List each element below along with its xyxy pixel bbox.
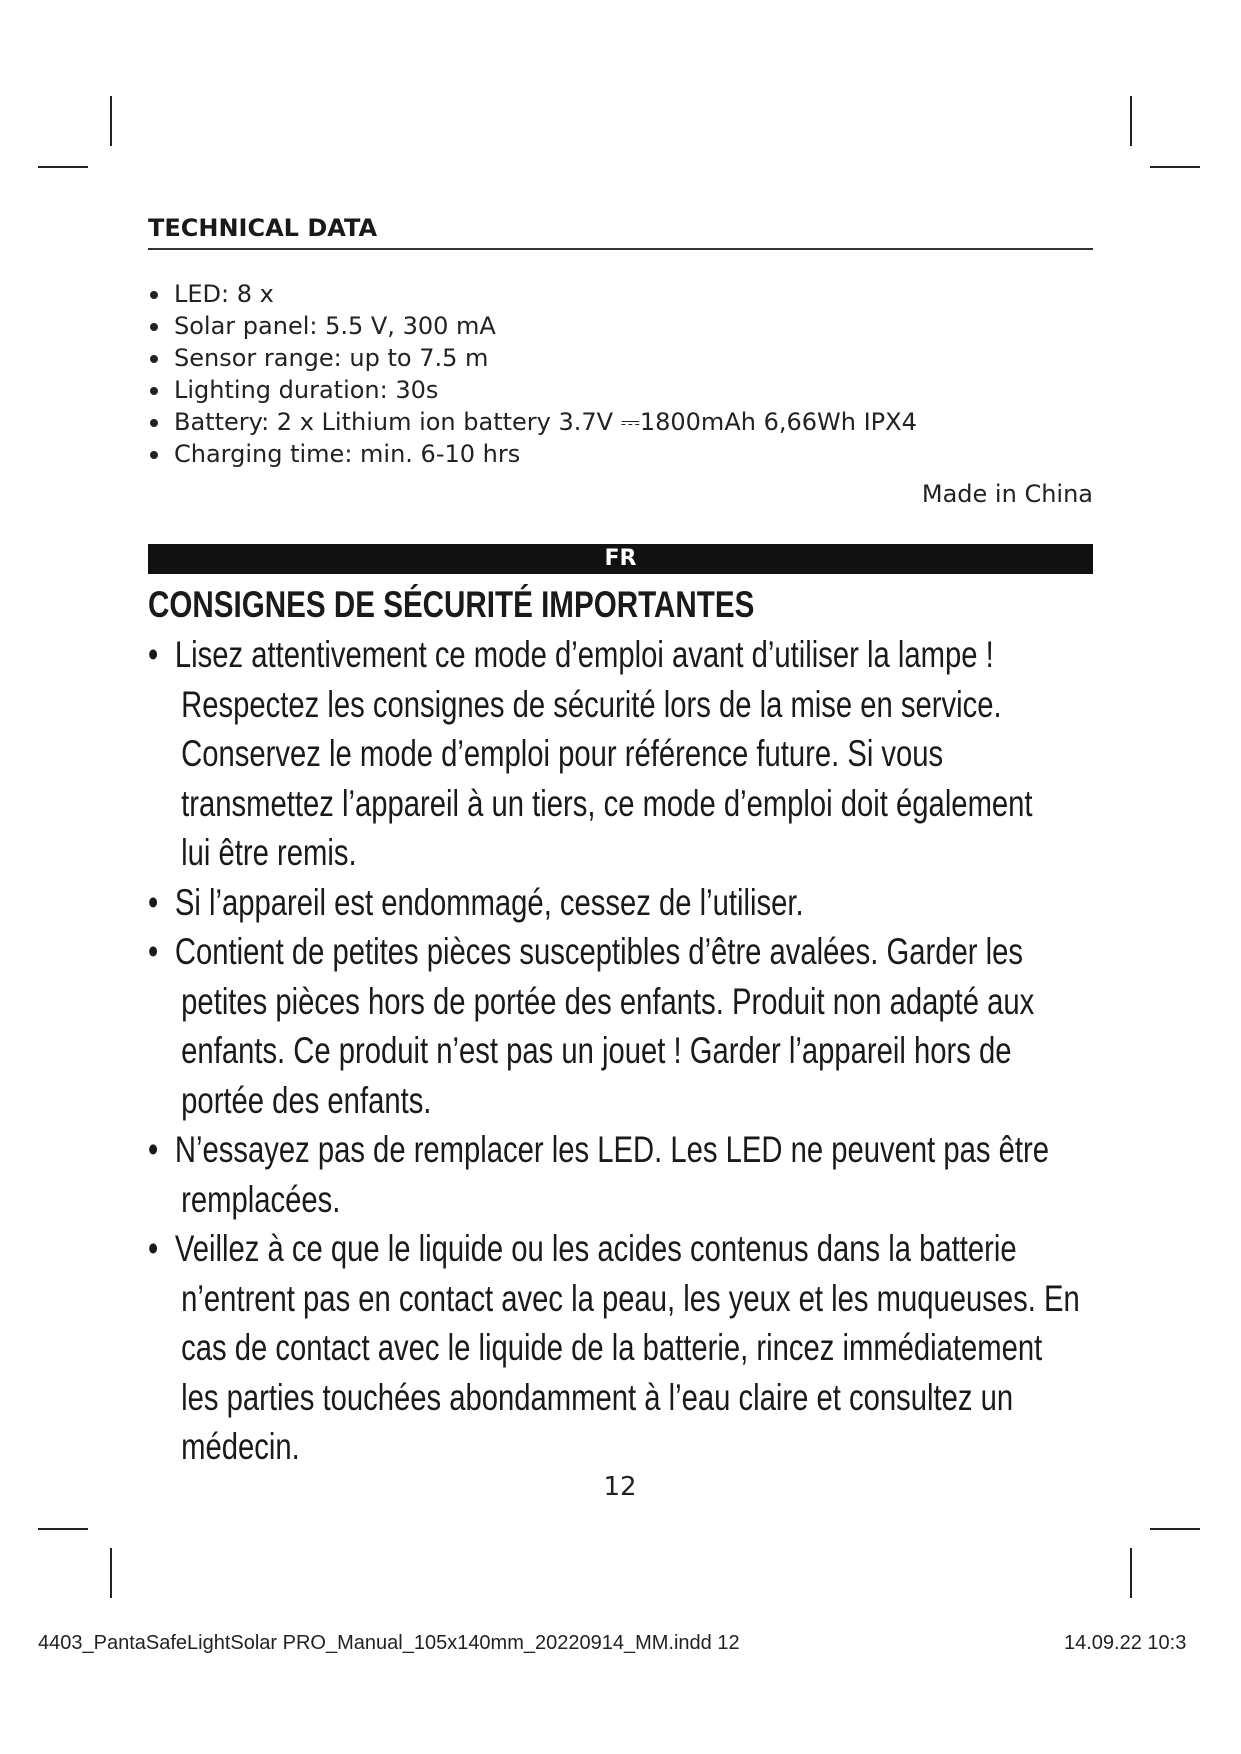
crop-mark	[38, 166, 88, 168]
footer-filename: 4403_PantaSafeLightSolar PRO_Manual_105x140mm_20220914_MM.indd 12	[38, 1632, 740, 1654]
safety-heading: CONSIGNES DE SÉCURITÉ IMPORTANTES	[148, 584, 755, 625]
list-item	[148, 1125, 1057, 1224]
footer-timestamp: 14.09.22 10:3	[1064, 1632, 1187, 1654]
bullet-icon: •	[148, 931, 159, 972]
item-line: N’essayez pas de remplacer les LED. Les LED ne peuvent pas être	[174, 1129, 1049, 1170]
crop-mark	[1130, 1548, 1132, 1598]
list-item	[148, 630, 1057, 878]
list-item	[148, 1224, 1080, 1472]
item-line: médecin.	[181, 1426, 300, 1467]
item-line: transmettez l’appareil à un tiers, ce mode d’emploi doit également	[181, 782, 1033, 824]
item-line: Lisez attentivement ce mode d’emploi avant d’utiliser la lampe !	[174, 634, 994, 675]
page-number: 12	[603, 1472, 637, 1502]
item-line: n’entrent pas en contact avec la peau, les yeux et les muqueuses. En	[181, 1277, 1080, 1319]
item-line: portée des enfants.	[181, 1079, 432, 1121]
technical-data-list	[148, 278, 917, 470]
crop-mark	[1150, 166, 1200, 168]
crop-mark	[38, 1528, 88, 1530]
crop-mark	[1130, 96, 1132, 146]
list-item: Lighting duration: 30s	[148, 374, 917, 406]
item-line: Respectez les consignes de sécurité lors de la mise en service.	[181, 683, 1002, 725]
crop-mark	[1150, 1528, 1200, 1530]
list-item: LED: 8 x	[148, 278, 917, 310]
list-item: Sensor range: up to 7.5 m	[148, 342, 917, 374]
list-item	[148, 927, 1057, 1125]
made-in-label: Made in China	[921, 480, 1093, 508]
language-bar: FR	[148, 544, 1093, 574]
item-line: remplacées.	[181, 1178, 341, 1220]
item-line: Conservez le mode d’emploi pour référence future. Si vous	[181, 733, 944, 774]
item-line: cas de contact avec le liquide de la batterie, rincez immédiatement	[181, 1327, 1043, 1368]
bullet-icon: •	[148, 1129, 159, 1170]
list-item: Solar panel: 5.5 V, 300 mA	[148, 310, 917, 342]
crop-mark	[110, 1548, 112, 1598]
item-line: Si l’appareil est endommagé, cessez de l’utiliser.	[174, 881, 804, 923]
bullet-icon: •	[148, 1228, 159, 1269]
list-item: Charging time: min. 6-10 hrs	[148, 438, 917, 470]
item-line: Veillez à ce que le liquide ou les acides contenus dans la batterie	[174, 1228, 1017, 1269]
item-line: les parties touchées abondamment à l’eau claire et consultez un	[181, 1376, 1014, 1418]
bullet-icon: •	[148, 881, 159, 923]
bullet-icon: •	[148, 634, 159, 675]
heading-divider	[148, 248, 1093, 250]
item-line: lui être remis.	[181, 832, 357, 873]
technical-data-heading: TECHNICAL DATA	[148, 214, 378, 242]
crop-mark	[110, 96, 112, 146]
list-item: Battery: 2 x Lithium ion battery 3.7V ⎓1800mAh 6,66Wh IPX4	[148, 406, 917, 438]
item-line: enfants. Ce produit n’est pas un jouet ! Garder l’appareil hors de	[181, 1030, 1012, 1071]
item-line: Contient de petites pièces susceptibles d’être avalées. Garder les	[174, 931, 1024, 972]
list-item	[148, 878, 1057, 928]
safety-list	[148, 630, 1080, 1472]
item-line: petites pièces hors de portée des enfants. Produit non adapté aux	[181, 980, 1035, 1022]
